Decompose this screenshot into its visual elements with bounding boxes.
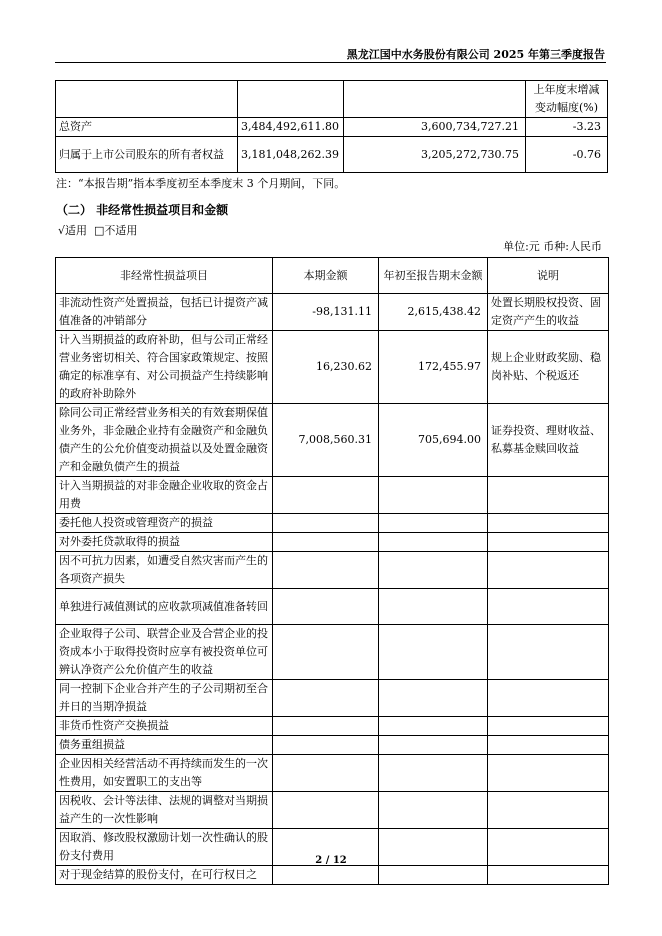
t2-desc [488,589,609,625]
t1-row-prior: 3,205,272,730.75 [344,137,526,173]
table-row [56,514,609,533]
t2-desc [488,736,609,755]
table-row [56,118,608,137]
t2-desc [488,514,609,533]
applicable-checkbox: √适用 [58,224,88,237]
t1-header-item [56,81,238,118]
t2-desc [488,866,609,885]
footnote: 注：“本报告期”指本季度初至本季度末 3 个月期间，下同。 [56,177,346,190]
t2-desc [488,717,609,736]
t2-current [273,552,379,589]
page-header: 黑龙江国中水务股份有限公司 2025 年第三季度报告 [346,48,605,61]
table-row [56,755,609,792]
t2-ytd [379,477,488,514]
header-rule [55,62,606,63]
t2-current: 16,230.62 [273,331,379,404]
t2-current [273,736,379,755]
t1-header-change: 上年度末增减变动幅度(%) [526,81,608,118]
t2-item: 除同公司正常经营业务相关的有效套期保值业务外，非金融企业持有金融资产和金融负债产生的公允价值变动损益以及处置金融资产和金融负债产生的损益 [56,404,273,477]
t1-row-label: 总资产 [56,118,238,137]
t1-header-prior [344,81,526,118]
t2-header-ytd: 年初至报告期末金额 [379,258,488,294]
t2-current [273,533,379,552]
applicability-options [58,222,137,238]
t2-desc: 规上企业财政奖励、稳岗补贴、个税返还 [488,331,609,404]
t1-row-current: 3,181,048,262.39 [238,137,344,173]
t2-ytd [379,792,488,829]
t2-current [273,755,379,792]
t2-ytd [379,866,488,885]
table-row [56,866,609,885]
table-row [56,331,609,404]
unit-label: 单位:元 币种:人民币 [503,240,602,253]
non-recurring-items-table [55,257,609,885]
t2-item: 委托他人投资或管理资产的损益 [56,514,273,533]
t1-row-current: 3,484,492,611.80 [238,118,344,137]
t2-item: 计入当期损益的政府补助，但与公司正常经营业务密切相关、符合国家政策规定、按照确定的标准享有、对公司损益产生持续影响的政府补助除外 [56,331,273,404]
t2-desc [488,552,609,589]
t2-current: -98,131.11 [273,294,379,331]
t2-ytd [379,533,488,552]
t2-current [273,866,379,885]
t1-row-change: -3.23 [526,118,608,137]
t2-item: 债务重组损益 [56,736,273,755]
t2-desc [488,680,609,717]
table-row [56,137,608,173]
t2-item: 同一控制下企业合并产生的子公司期初至合并日的当期净损益 [56,680,273,717]
t2-desc [488,477,609,514]
t2-desc [488,792,609,829]
table-row [56,552,609,589]
section-title: （二） 非经常性损益项目和金额 [56,203,229,217]
t2-ytd [379,717,488,736]
t2-desc [488,625,609,680]
balance-summary-table [55,80,608,173]
table-row [56,680,609,717]
t2-item: 因取消、修改股权激励计划一次性确认的股份支付费用 [56,829,273,866]
t2-item: 对于现金结算的股份支付，在可行权日之 [56,866,273,885]
t2-ytd: 2,615,438.42 [379,294,488,331]
table-row [56,625,609,680]
table-row [56,717,609,736]
t2-header-item: 非经常性损益项目 [56,258,273,294]
t2-current [273,589,379,625]
t2-ytd [379,514,488,533]
t2-desc: 处置长期股权投资、固定资产产生的收益 [488,294,609,331]
t1-row-change: -0.76 [526,137,608,173]
t2-current [273,477,379,514]
t2-item: 企业因相关经营活动不再持续而发生的一次性费用，如安置职工的支出等 [56,755,273,792]
t2-item: 企业取得子公司、联营企业及合营企业的投资成本小于取得投资时应享有被投资单位可辨认净资产公允价值产生的收益 [56,625,273,680]
t2-ytd [379,755,488,792]
t2-item: 非流动性资产处置损益，包括已计提资产减值准备的冲销部分 [56,294,273,331]
t2-ytd: 705,694.00 [379,404,488,477]
t2-item: 非货币性资产交换损益 [56,717,273,736]
t2-ytd [379,625,488,680]
table-row [56,477,609,514]
table-row [56,792,609,829]
t2-item: 计入当期损益的对非金融企业收取的资金占用费 [56,477,273,514]
t2-current [273,514,379,533]
t2-ytd [379,552,488,589]
t1-header-current [238,81,344,118]
t1-row-prior: 3,600,734,727.21 [344,118,526,137]
table-row [56,589,609,625]
t2-item: 因不可抗力因素，如遭受自然灾害而产生的各项资产损失 [56,552,273,589]
t2-header-current: 本期金额 [273,258,379,294]
t2-current [273,792,379,829]
t2-current [273,717,379,736]
t2-ytd [379,589,488,625]
t2-current [273,625,379,680]
table-row [56,736,609,755]
t2-item: 对外委托贷款取得的损益 [56,533,273,552]
t2-header-desc: 说明 [488,258,609,294]
t2-item: 因税收、会计等法律、法规的调整对当期损益产生的一次性影响 [56,792,273,829]
page-number: 2 / 12 [315,855,347,866]
not-applicable-checkbox: □不适用 [94,224,138,237]
t2-desc [488,533,609,552]
t2-desc: 证券投资、理财收益、私募基金赎回收益 [488,404,609,477]
t1-row-label: 归属于上市公司股东的所有者权益 [56,137,238,173]
t2-ytd [379,736,488,755]
t2-current [273,680,379,717]
table-row [56,294,609,331]
table-row [56,404,609,477]
t2-ytd: 172,455.97 [379,331,488,404]
t2-item: 单独进行减值测试的应收款项减值准备转回 [56,589,273,625]
table-row [56,533,609,552]
t2-ytd [379,680,488,717]
t2-desc [488,755,609,792]
t2-current: 7,008,560.31 [273,404,379,477]
